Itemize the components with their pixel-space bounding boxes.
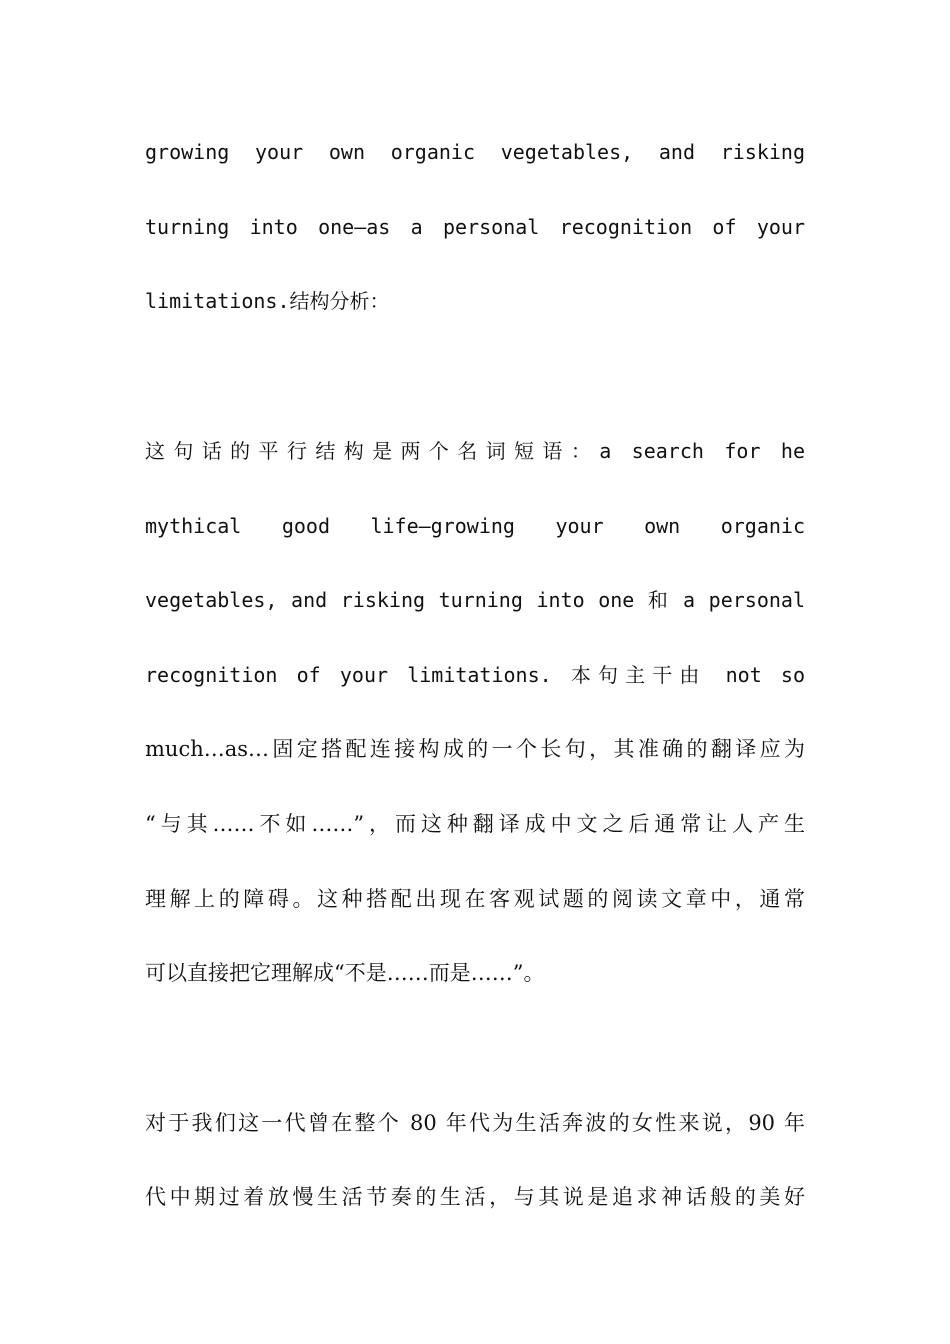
paragraph-2-line-6: “与其……不如……”，而这种翻译成中文之后通常让人产生 [145,812,805,836]
paragraph-2-line-5: much…as…固定搭配连接构成的一个长句，其准确的翻译应为 [145,737,805,761]
paragraph-3-line-1: 对于我们这一代曾在整个 80 年代为生活奔波的女性来说，90 年 [145,1111,805,1135]
paragraph-1-line-1: growing your own organic vegetables, and risking [145,140,805,164]
paragraph-2-line-7: 理解上的障碍。这种搭配出现在客观试题的阅读文章中，通常 [145,887,805,911]
paragraph-2-line-3: vegetables, and risking turning into one 和 a personal [145,588,805,612]
paragraph-1-line-3: limitations.结构分析： [145,289,390,313]
paragraph-2-line-2: mythical good life—growing your own organic [145,514,805,538]
paragraph-2-line-8: 可以直接把它理解成“不是……而是……”。 [145,961,545,985]
paragraph-1-line-2: turning into one—as a personal recognition of your [145,215,805,239]
paragraph-2-line-1: 这句话的平行结构是两个名词短语：a search for he [145,439,805,463]
paragraph-2-line-4: recognition of your limitations. 本句主干由 not so [145,663,805,687]
paragraph-3-line-2: 代中期过着放慢生活节奏的生活，与其说是追求神话般的美好 [145,1185,805,1209]
